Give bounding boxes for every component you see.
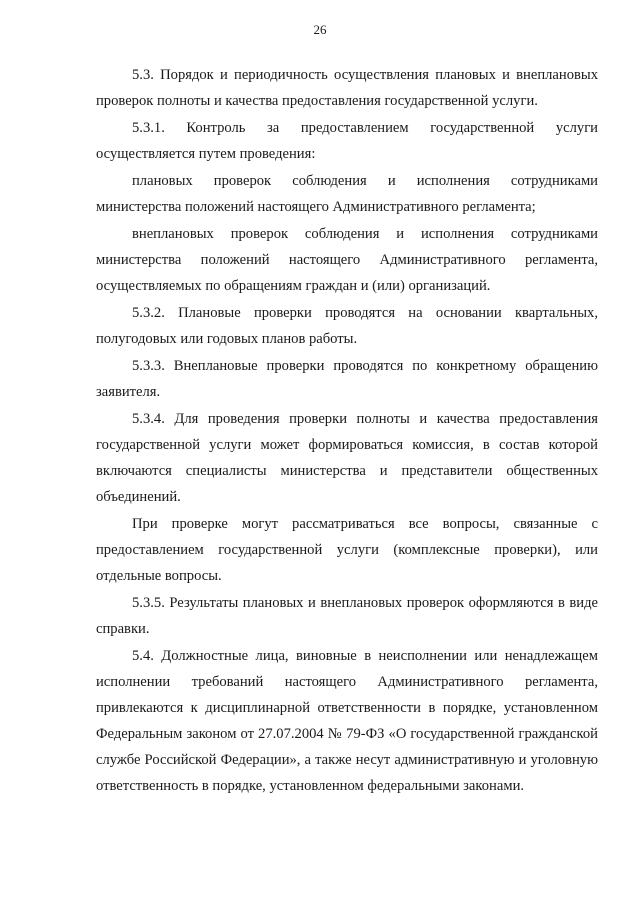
document-body (96, 62, 598, 799)
paragraph-5-3-2: 5.3.2. Плановые проверки проводятся на основании квартальных, полугодовых или годовых планов работы. (96, 305, 598, 347)
paragraph-planned-checks: плановых проверок соблюдения и исполнения сотрудниками министерства положений настоящего Административного регламента; (96, 173, 598, 215)
paragraph-5-3-3: 5.3.3. Внеплановые проверки проводятся по конкретному обращению заявителя. (96, 358, 598, 400)
paragraph-5-4: 5.4. Должностные лица, виновные в неисполнении или ненадлежащем исполнении требований настоящего Административного регламента, привлекаются к дисциплинарной ответственности в порядке, установленном Федеральным законом от 27.07.2004 № 79-ФЗ «О государственной гражданской службе Российской Федерации», а также несут административную и уголовную ответственность в порядке, установленном федеральными законами. (96, 648, 598, 794)
paragraph-check-questions: При проверке могут рассматриваться все вопросы, связанные с предоставлением государственной услуги (комплексные проверки), или отдельные вопросы. (96, 516, 598, 584)
paragraph-5-3-1: 5.3.1. Контроль за предоставлением государственной услуги осуществляется путем проведения: (96, 120, 598, 162)
paragraph-5-3: 5.3. Порядок и периодичность осуществления плановых и внеплановых проверок полноты и качества предоставления государственной услуги. (96, 67, 598, 109)
page-number: 26 (313, 22, 327, 37)
paragraph-5-3-4: 5.3.4. Для проведения проверки полноты и качества предоставления государственной услуги может формироваться комиссия, в состав которой включаются специалисты министерства и представители общественных объединений. (96, 411, 598, 505)
paragraph-unplanned-checks: внеплановых проверок соблюдения и исполнения сотрудниками министерства положений настоящего Административного регламента, осуществляемых по обращениям граждан и (или) организаций. (96, 226, 598, 294)
paragraph-5-3-5: 5.3.5. Результаты плановых и внеплановых проверок оформляются в виде справки. (96, 595, 598, 637)
